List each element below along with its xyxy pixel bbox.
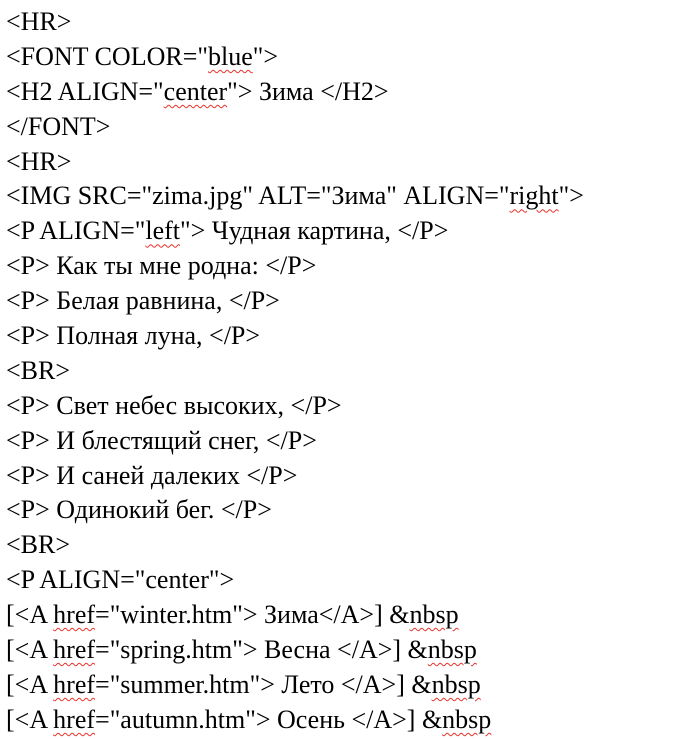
spellcheck-flagged-word: href [53, 635, 96, 665]
code-text: <HR> [6, 146, 72, 176]
code-text: ="summer.htm"> Лето </A>] & [95, 669, 432, 699]
code-text: <H2 ALIGN=" [6, 76, 164, 106]
spellcheck-flagged-word: nbsp [427, 635, 477, 665]
code-line [6, 319, 695, 354]
code-line [6, 179, 695, 214]
spellcheck-flagged-word: nbsp [442, 704, 492, 734]
code-line [6, 110, 695, 145]
code-text: [<A [6, 600, 54, 630]
code-text: <P> И саней далеких </P> [6, 460, 298, 490]
code-line [6, 284, 695, 319]
code-text: <P> Одинокий бег. </P> [6, 495, 272, 525]
spellcheck-flagged-word: center [163, 76, 228, 106]
code-text: "> Чудная картина, </P> [180, 216, 449, 246]
code-text: </FONT> [6, 111, 111, 141]
code-line [6, 563, 695, 598]
code-text: [<A [6, 635, 54, 665]
code-text: ="autumn.htm"> Осень </A>] & [95, 704, 443, 734]
spellcheck-flagged-word: left [145, 216, 181, 246]
code-line [6, 424, 695, 459]
spellcheck-flagged-word: blue [207, 41, 253, 71]
spellcheck-flagged-word: right [509, 181, 559, 211]
code-line [6, 668, 695, 703]
code-line [6, 75, 695, 110]
code-text: <P> Белая равнина, </P> [6, 286, 280, 316]
code-text: "> [252, 41, 279, 71]
code-text: <FONT COLOR=" [6, 41, 208, 71]
code-line [6, 459, 695, 494]
code-text: <P> И блестящий снег, </P> [6, 425, 317, 455]
code-line [6, 249, 695, 284]
code-line [6, 40, 695, 75]
code-line [6, 528, 695, 563]
code-text: [<A [6, 704, 54, 734]
spellcheck-flagged-word: href [53, 669, 96, 699]
spellcheck-flagged-word: nbsp [409, 600, 459, 630]
code-text: "> [558, 181, 584, 211]
code-line [6, 703, 695, 738]
code-text: <BR> [6, 355, 71, 385]
code-text: <IMG SRC="zima.jpg" ALT="Зима" ALIGN=" [6, 181, 510, 211]
html-code-document [6, 5, 695, 738]
code-line [6, 493, 695, 528]
code-text: <P> Как ты мне родна: </P> [6, 251, 317, 281]
code-text: <P> Полная луна, </P> [6, 321, 261, 351]
code-line [6, 5, 695, 40]
code-text: ="spring.htm"> Весна </A>] & [95, 635, 428, 665]
code-text: <BR> [6, 530, 71, 560]
code-line [6, 354, 695, 389]
code-text: <P ALIGN="center"> [6, 565, 235, 595]
code-text: <P ALIGN=" [6, 216, 146, 246]
code-text: "> Зима </H2> [227, 76, 389, 106]
code-line [6, 389, 695, 424]
code-line [6, 633, 695, 668]
spellcheck-flagged-word: href [53, 704, 96, 734]
code-text: [<A [6, 669, 54, 699]
spellcheck-flagged-word: nbsp [431, 669, 481, 699]
code-line [6, 214, 695, 249]
code-line [6, 598, 695, 633]
code-text: <P> Свет небес высоких, </P> [6, 390, 342, 420]
spellcheck-flagged-word: href [53, 600, 96, 630]
code-line [6, 145, 695, 180]
code-text: <HR> [6, 7, 72, 36]
code-text: ="winter.htm"> Зима</A>] & [95, 600, 410, 630]
